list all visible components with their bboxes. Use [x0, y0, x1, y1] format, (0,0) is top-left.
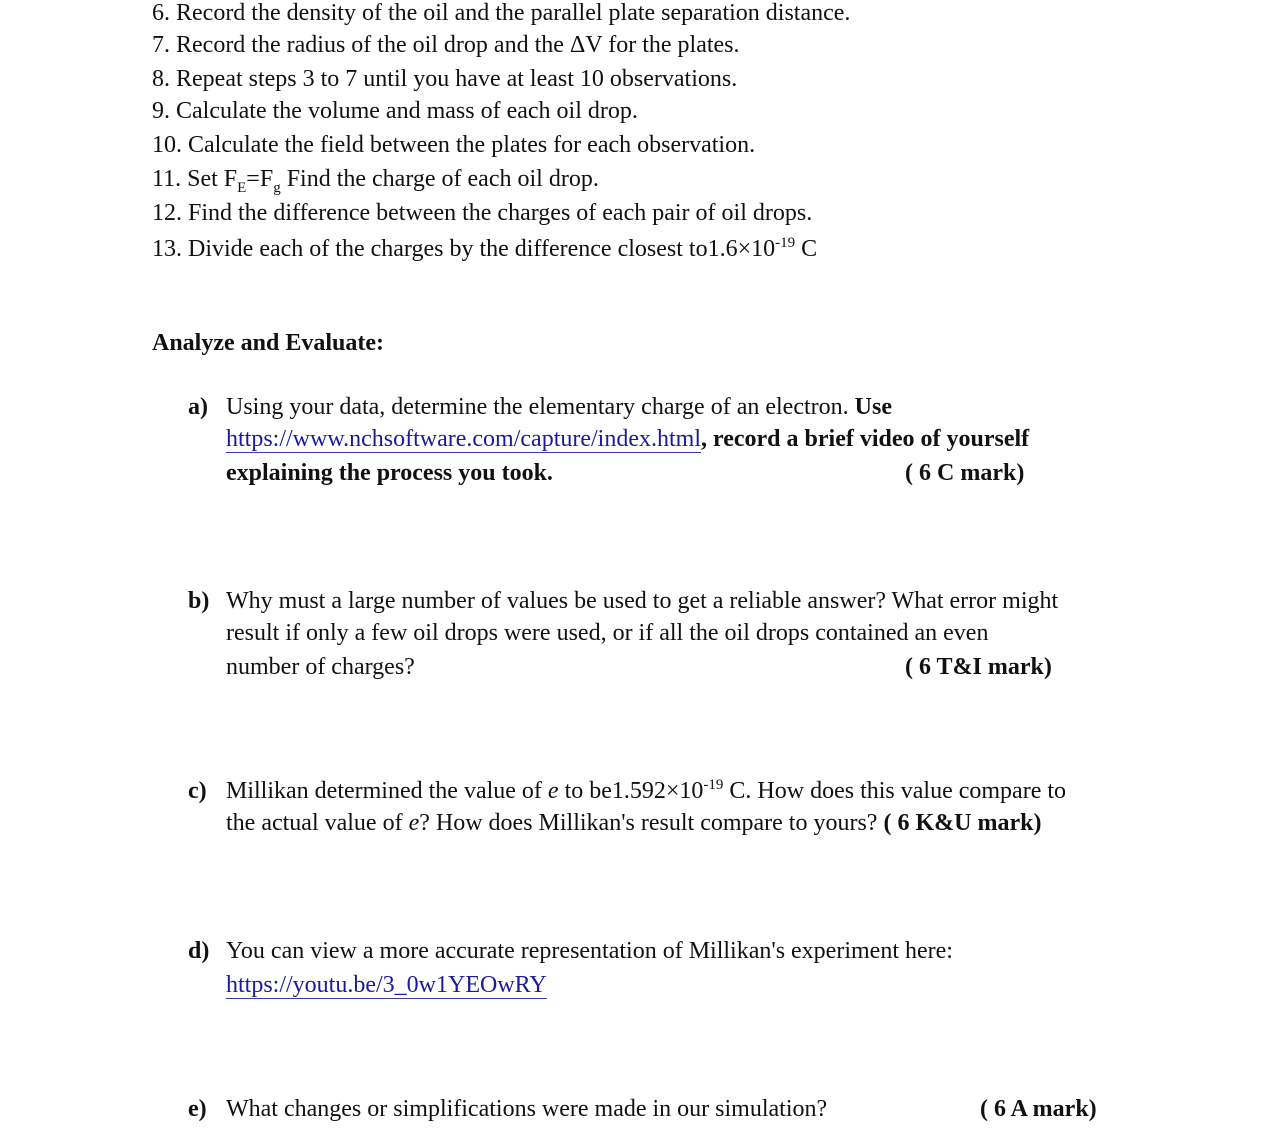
step-13-exponent: -19	[775, 235, 796, 251]
question-b-mark: ( 6 T&I mark)	[905, 654, 1052, 680]
step-8: 8. Repeat steps 3 to 7 until you have at least 10 observations.	[152, 66, 738, 92]
question-a-record: , record a brief video of yourself	[701, 426, 1030, 452]
question-c-text-2: to be1.592×10	[558, 778, 704, 804]
question-c-exponent: -19	[703, 777, 724, 793]
question-b-line-1: Why must a large number of values be used to get a reliable answer? What error might	[226, 588, 1059, 614]
question-c-label: c)	[188, 778, 207, 804]
question-c-line-2	[226, 808, 1041, 838]
step-12: 12. Find the difference between the charges of each pair of oil drops.	[152, 200, 813, 226]
question-c-text-5: ? How does Millikan's result compare to yours?	[419, 810, 884, 836]
step-10: 10. Calculate the field between the plates for each observation.	[152, 132, 756, 158]
question-a-label: a)	[188, 394, 208, 420]
youtube-link[interactable]: https://youtu.be/3_0w1YEOwRY	[226, 972, 547, 998]
question-d-line-1: You can view a more accurate representation of Millikan's experiment here:	[226, 938, 953, 964]
step-11	[152, 164, 599, 194]
capture-link[interactable]: https://www.nchsoftware.com/capture/index.html	[226, 426, 701, 452]
question-a-mark: ( 6 C mark)	[905, 460, 1025, 486]
step-13	[152, 234, 817, 264]
question-e-mark: ( 6 A mark)	[980, 1096, 1097, 1122]
step-11-sub-e: E	[237, 179, 247, 196]
question-c-text-3: C. How does this value compare to	[723, 778, 1067, 804]
question-d-label: d)	[188, 938, 210, 964]
question-c-text-4: the actual value of	[226, 810, 409, 836]
question-a-line-3: explaining the process you took.	[226, 460, 553, 486]
question-c-e-symbol-2: e	[408, 810, 420, 836]
question-c-text-1: Millikan determined the value of	[226, 778, 548, 804]
step-6: 6. Record the density of the oil and the parallel plate separation distance.	[152, 0, 851, 26]
step-13-rest: C	[795, 236, 818, 262]
question-b-line-3: number of charges?	[226, 654, 415, 680]
step-13-prefix: 13. Divide each of the charges by the difference closest to1.6×10	[152, 236, 776, 262]
step-11-rest: Find the charge of each oil drop.	[280, 166, 599, 192]
question-c-e-symbol: e	[547, 778, 559, 804]
question-e-label: e)	[188, 1096, 207, 1122]
question-b-line-2: result if only a few oil drops were used, or if all the oil drops contained an even	[226, 620, 989, 646]
question-a-text: Using your data, determine the elementary charge of an electron.	[226, 394, 855, 420]
question-d-line-2	[226, 970, 547, 1000]
step-11-eq: =F	[246, 166, 274, 192]
step-11-prefix: 11. Set F	[152, 166, 238, 192]
question-b-label: b)	[188, 588, 210, 614]
question-a-line-2	[226, 424, 1029, 454]
section-heading: Analyze and Evaluate:	[152, 330, 385, 356]
question-e-line-1: What changes or simplifications were made in our simulation?	[226, 1096, 828, 1122]
step-9: 9. Calculate the volume and mass of each oil drop.	[152, 98, 638, 124]
question-c-mark: ( 6 K&U mark)	[883, 810, 1042, 836]
step-11-sub-g: g	[273, 179, 281, 196]
question-a-line-1	[226, 392, 892, 422]
question-c-line-1	[226, 776, 1066, 806]
step-7: 7. Record the radius of the oil drop and the ΔV for the plates.	[152, 32, 740, 58]
question-a-use: Use	[854, 394, 892, 420]
